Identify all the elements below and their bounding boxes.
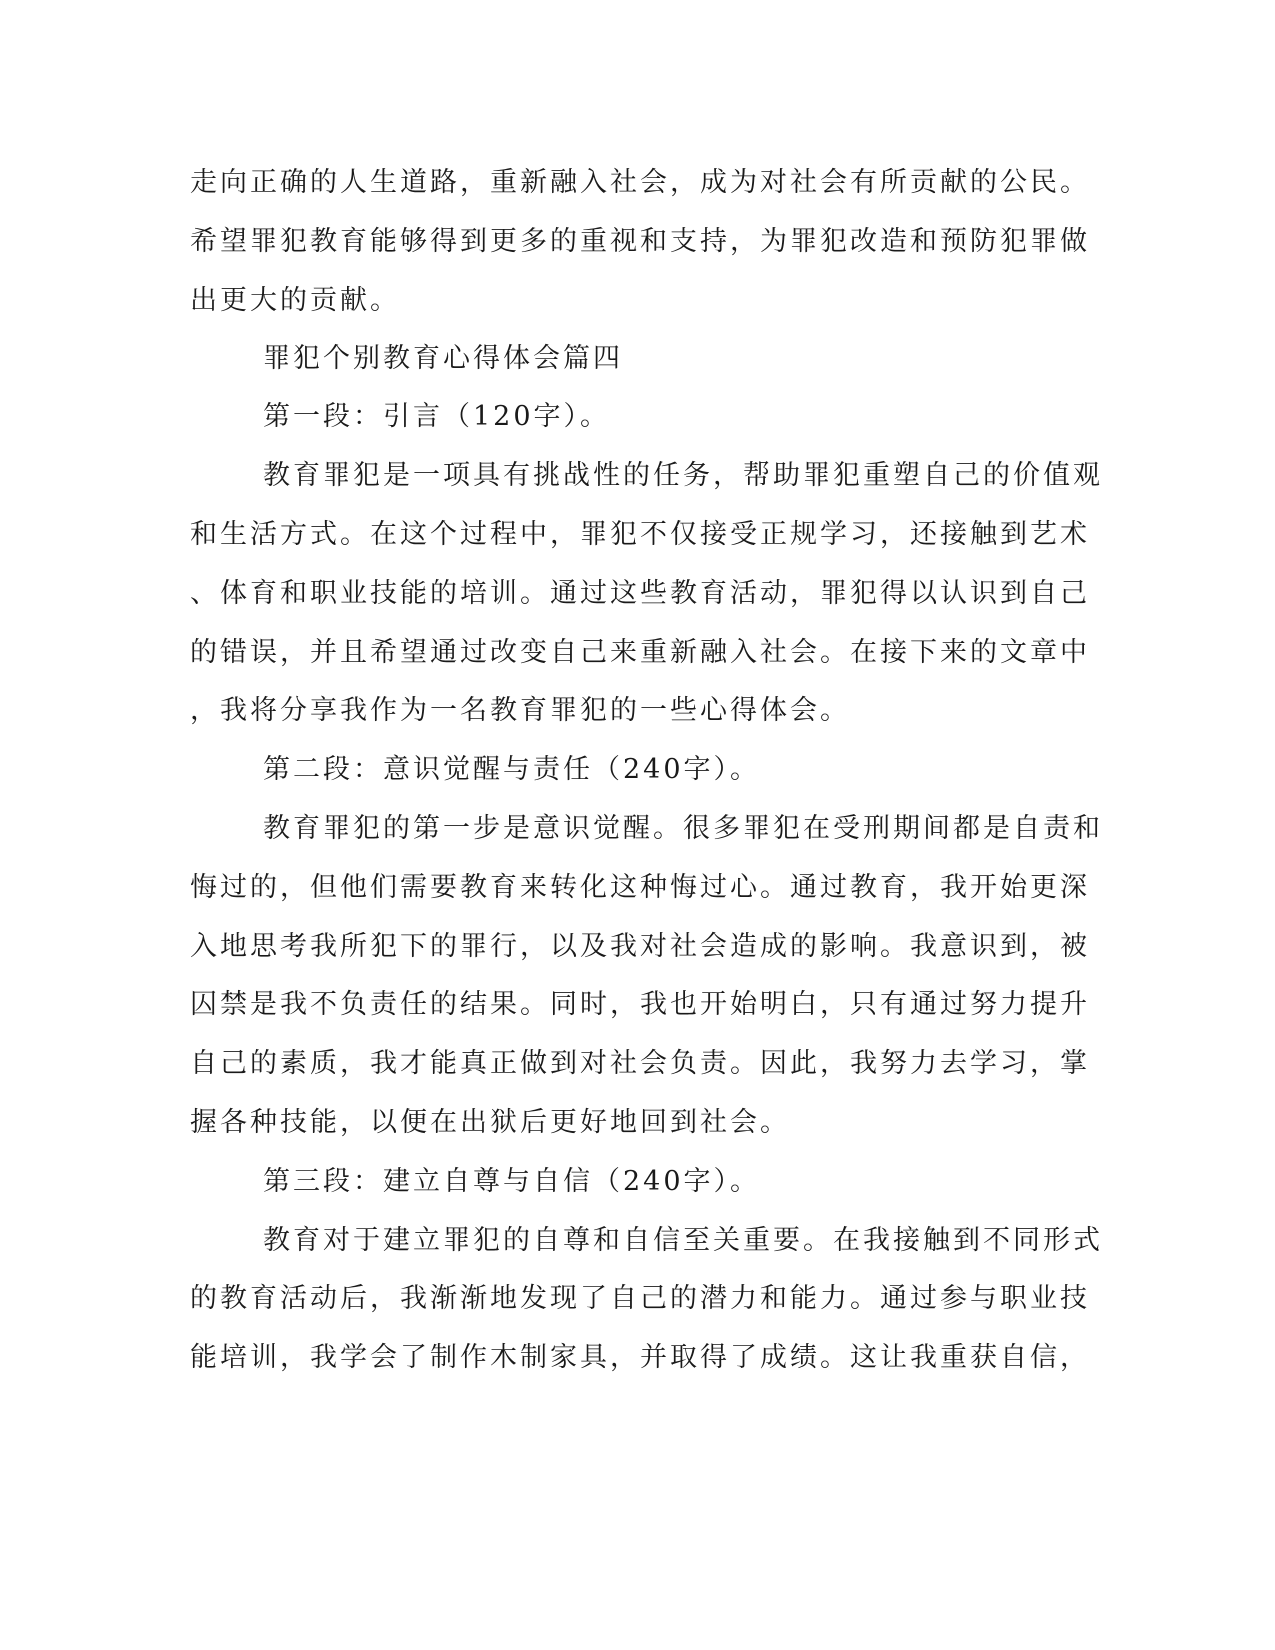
text-line: 教育对于建立罪犯的自尊和自信至关重要。在我接触到不同形式 (263, 1225, 1103, 1256)
text-line: 入地思考我所犯下的罪行，以及我对社会造成的影响。我意识到，被 (190, 931, 1090, 962)
text-line: 希望罪犯教育能够得到更多的重视和支持，为罪犯改造和预防犯罪做 (190, 226, 1090, 257)
text-line: 走向正确的人生道路，重新融入社会，成为对社会有所贡献的公民。 (190, 167, 1090, 198)
text-line: 和生活方式。在这个过程中，罪犯不仅接受正规学习，还接触到艺术 (190, 519, 1090, 550)
paragraph-heading: 第三段：建立自尊与自信（240字）。 (263, 1166, 761, 1197)
text-line: 囚禁是我不负责任的结果。同时，我也开始明白，只有通过努力提升 (190, 989, 1090, 1020)
text-line: 教育罪犯的第一步是意识觉醒。很多罪犯在受刑期间都是自责和 (263, 813, 1103, 844)
section-title: 罪犯个别教育心得体会篇四 (263, 343, 623, 374)
text-line: 的错误，并且希望通过改变自己来重新融入社会。在接下来的文章中 (190, 637, 1090, 668)
text-line: 悔过的，但他们需要教育来转化这种悔过心。通过教育，我开始更深 (190, 872, 1090, 903)
paragraph-heading: 第一段：引言（120字）。 (263, 401, 611, 432)
text-line: 出更大的贡献。 (190, 285, 400, 316)
paragraph-heading: 第二段：意识觉醒与责任（240字）。 (263, 754, 761, 785)
text-line: ，我将分享我作为一名教育罪犯的一些心得体会。 (190, 695, 850, 726)
text-line: 的教育活动后，我渐渐地发现了自己的潜力和能力。通过参与职业技 (190, 1283, 1090, 1314)
text-line: 能培训，我学会了制作木制家具，并取得了成绩。这让我重获自信， (190, 1342, 1090, 1373)
text-line: 自己的素质，我才能真正做到对社会负责。因此，我努力去学习，掌 (190, 1048, 1090, 1079)
text-line: 教育罪犯是一项具有挑战性的任务，帮助罪犯重塑自己的价值观 (263, 460, 1103, 491)
text-line: 、体育和职业技能的培训。通过这些教育活动，罪犯得以认识到自己 (190, 578, 1090, 609)
text-line: 握各种技能，以便在出狱后更好地回到社会。 (190, 1107, 790, 1138)
